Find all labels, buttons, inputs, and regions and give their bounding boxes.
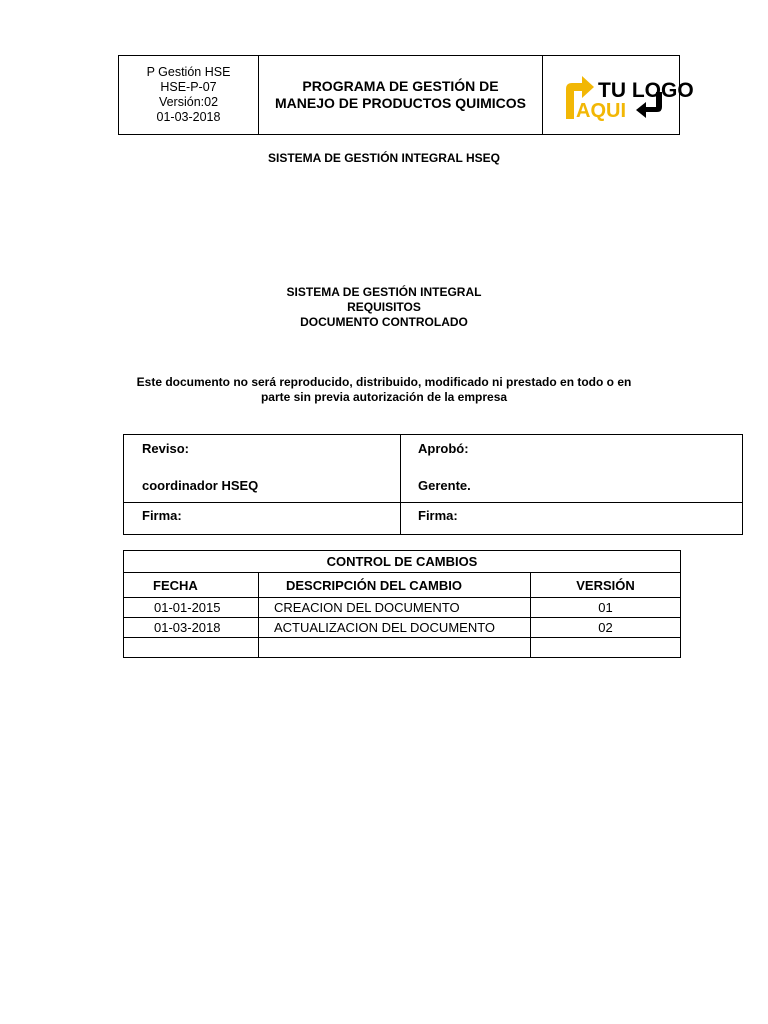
approved-by: Gerente. — [418, 478, 471, 493]
document-title — [259, 56, 543, 134]
cell-version — [531, 638, 681, 658]
document-code-block — [119, 56, 259, 134]
table-row — [124, 638, 681, 658]
block-title-line-2: REQUISITOS — [347, 300, 421, 314]
table-row — [124, 618, 681, 638]
cell-description: CREACION DEL DOCUMENTO — [259, 598, 531, 618]
reviewed-label: Reviso: — [142, 441, 189, 456]
cell-date: 01-01-2015 — [124, 598, 259, 618]
document-code: HSE-P-07 — [160, 80, 217, 94]
block-title-line-1: SISTEMA DE GESTIÓN INTEGRAL — [286, 285, 482, 299]
cell-version: 01 — [531, 598, 681, 618]
document-date: 01-03-2018 — [156, 110, 221, 124]
title-line-1: PROGRAMA DE GESTIÓN DE — [302, 78, 499, 94]
cell-date: 01-03-2018 — [124, 618, 259, 638]
cell-version: 02 — [531, 618, 681, 638]
reviewed-by: coordinador HSEQ — [142, 478, 259, 493]
document-version: Versión:02 — [158, 95, 219, 109]
company-logo — [543, 56, 694, 134]
signature-right-label: Firma: — [418, 508, 458, 523]
process-name: P Gestión HSE — [146, 65, 231, 79]
column-header-description: DESCRIPCIÓN DEL CAMBIO — [259, 573, 531, 598]
notice-line-1: Este documento no será reproducido, distribuido, modificado ni prestado en todo o en — [136, 375, 632, 389]
cell-date — [124, 638, 259, 658]
change-control-title: CONTROL DE CAMBIOS — [124, 551, 681, 573]
document-header — [118, 55, 694, 135]
logo-text-top: TU LOGO — [598, 79, 694, 102]
change-control-table — [123, 550, 681, 658]
column-header-date: FECHA — [124, 573, 259, 598]
approval-table — [123, 434, 743, 535]
logo-arrow-icon — [546, 57, 694, 133]
cell-description: ACTUALIZACION DEL DOCUMENTO — [259, 618, 531, 638]
title-line-2: MANEJO DE PRODUCTOS QUIMICOS — [275, 95, 526, 111]
subtitle: SISTEMA DE GESTIÓN INTEGRAL HSEQ — [267, 151, 501, 165]
approved-label: Aprobó: — [418, 441, 469, 456]
signature-left-label: Firma: — [142, 508, 182, 523]
cell-description — [259, 638, 531, 658]
logo-text-bottom: AQUI — [576, 100, 626, 122]
column-header-version: VERSIÓN — [531, 573, 681, 598]
notice-line-2: parte sin previa autorización de la empresa — [260, 390, 508, 404]
table-row — [124, 598, 681, 618]
block-title-line-3: DOCUMENTO CONTROLADO — [300, 315, 468, 329]
